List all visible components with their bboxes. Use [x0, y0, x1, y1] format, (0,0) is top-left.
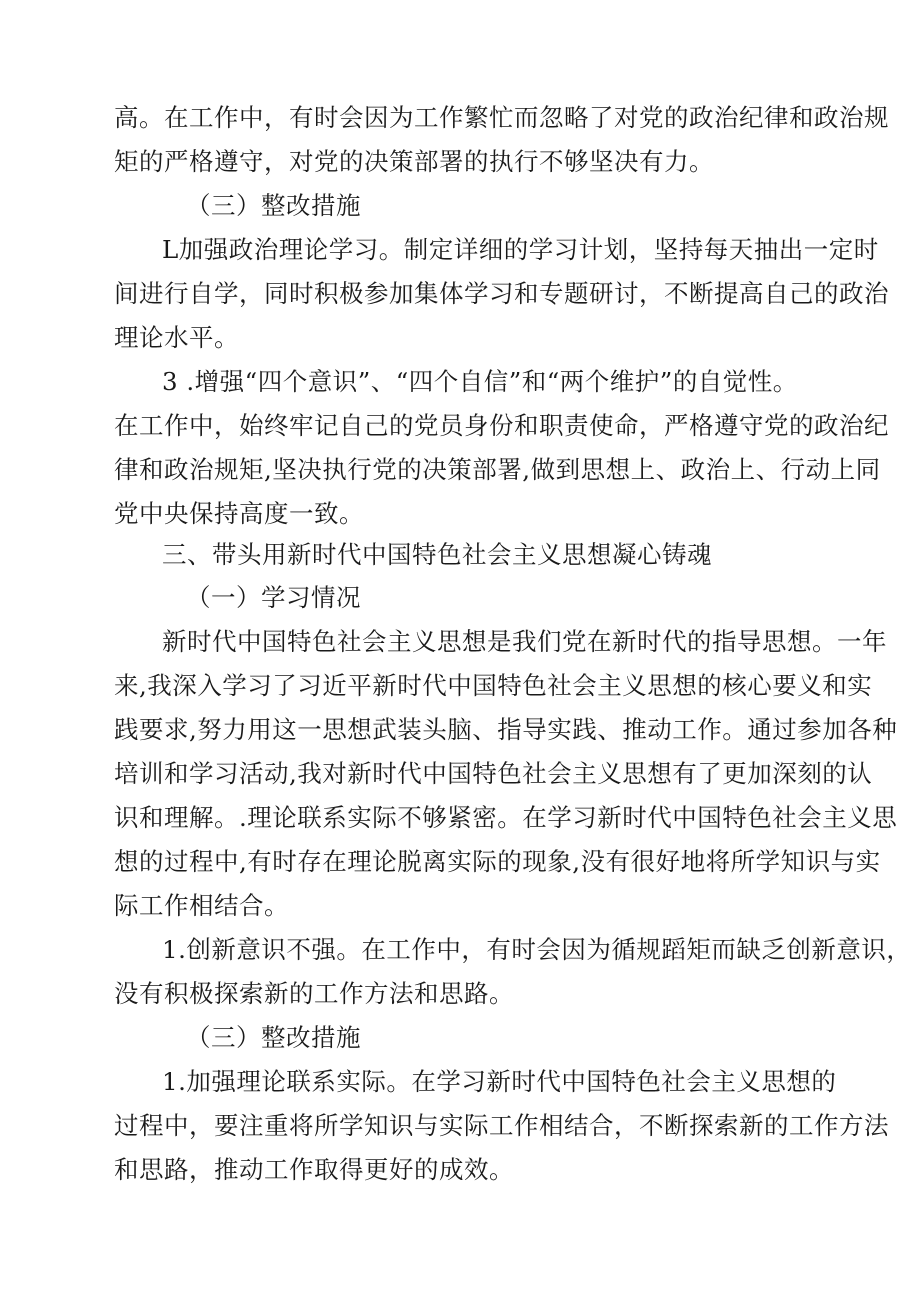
- body-text-line: 新时代中国特色社会主义思想是我们党在新时代的指导思想。一年: [162, 627, 887, 656]
- body-text-line: 3 .增强“四个意识”、“四个自信”和“两个维护”的自觉性。: [162, 367, 798, 396]
- body-text-line: 和思路，推动工作取得更好的成效。: [114, 1155, 514, 1184]
- body-text-line: L加强政治理论学习。制定详细的学习计划，坚持每天抽出一定时: [162, 235, 879, 264]
- body-text-line: 培训和学习活动,我对新时代中国特色社会主义思想有了更加深刻的认: [114, 759, 873, 788]
- body-text-line: 没有积极探索新的工作方法和思路。: [114, 979, 514, 1008]
- body-text-line: 来,我深入学习了习近平新时代中国特色社会主义思想的核心要义和实: [114, 671, 873, 700]
- body-text-line: 理论水平。: [114, 323, 239, 352]
- body-text-line: 在工作中，始终牢记自己的党员身份和职责使命，严格遵守党的政治纪: [114, 411, 889, 440]
- body-text-line: 党中央保持高度一致。: [114, 499, 364, 528]
- body-text-line: 1.加强理论联系实际。在学习新时代中国特色社会主义思想的: [162, 1067, 837, 1096]
- section-subheading: （三）整改措施: [186, 1023, 361, 1052]
- body-text-line: 律和政治规矩,坚决执行党的决策部署,做到思想上、政治上、行动上同: [114, 455, 881, 484]
- body-text-line: 过程中，要注重将所学知识与实际工作相结合，不断探索新的工作方法: [114, 1111, 889, 1140]
- body-text-line: 矩的严格遵守，对党的决策部署的执行不够坚决有力。: [114, 147, 714, 176]
- body-text-line: 识和理解。.理论联系实际不够紧密。在学习新时代中国特色社会主义思: [114, 803, 898, 832]
- body-text-line: 高。在工作中，有时会因为工作繁忙而忽略了对党的政治纪律和政治规: [114, 103, 889, 132]
- body-text-line: 间进行自学，同时积极参加集体学习和专题研讨，不断提高自己的政治: [114, 279, 889, 308]
- body-text-line: 践要求,努力用这一思想武装头脑、指导实践、推动工作。通过参加各种: [114, 715, 898, 744]
- body-text-line: 想的过程中,有时存在理论脱离实际的现象,没有很好地将所学知识与实: [114, 847, 881, 876]
- body-text-line: 1.创新意识不强。在工作中，有时会因为循规蹈矩而缺乏创新意识，: [162, 935, 912, 964]
- body-text-line: 际工作相结合。: [114, 891, 289, 920]
- section-subheading: （三）整改措施: [186, 191, 361, 220]
- section-subheading: （一）学习情况: [186, 583, 361, 612]
- section-heading: 三、带头用新时代中国特色社会主义思想凝心铸魂: [162, 540, 712, 569]
